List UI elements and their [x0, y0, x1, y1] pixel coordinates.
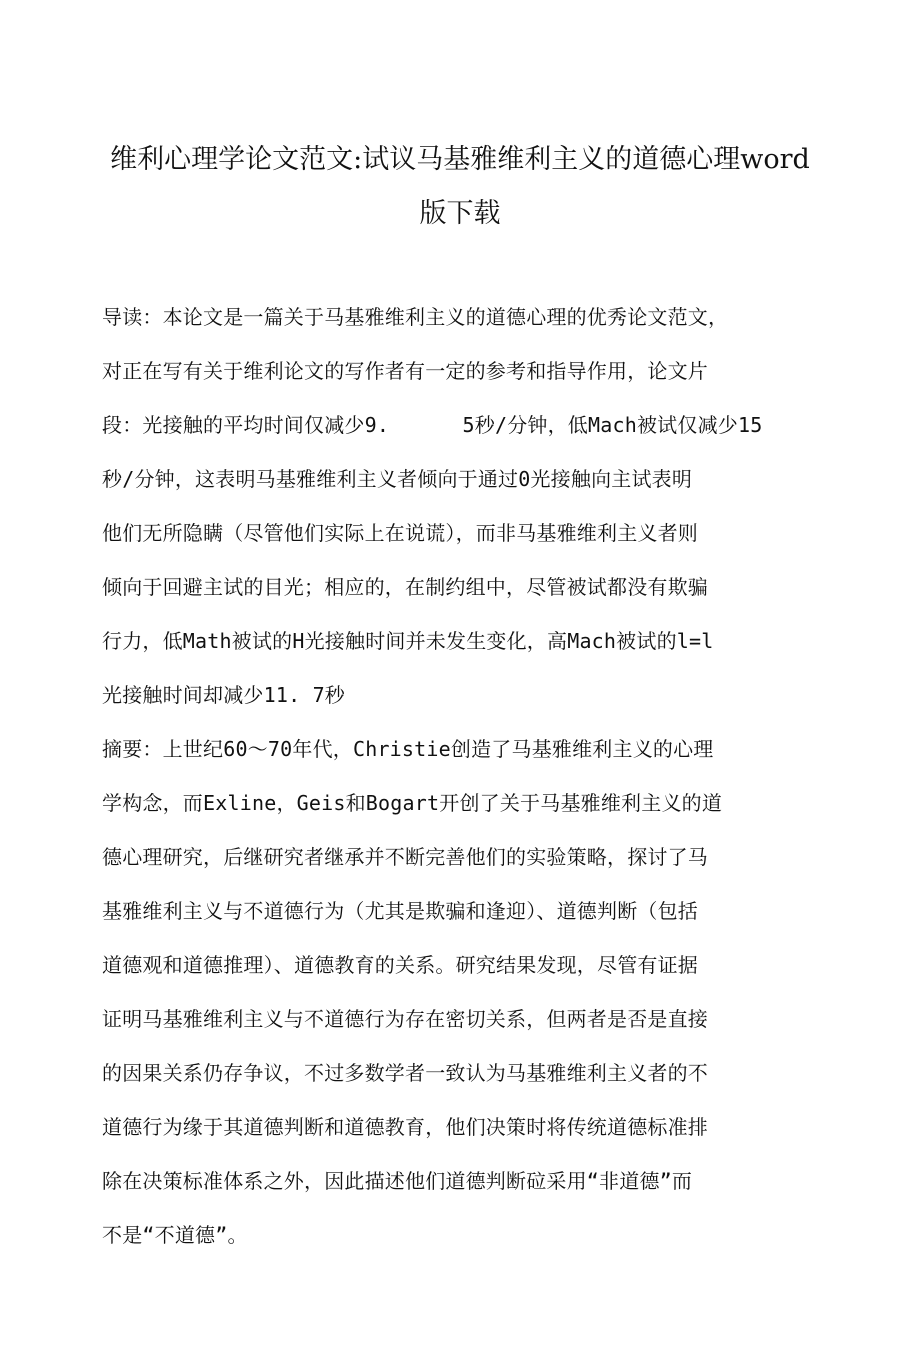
paragraph-line: 学构念，而Exline，Geis和Bogart开创了关于马基雅维利主义的道	[102, 791, 723, 815]
paragraph-line: 他们无所隐瞒（尽管他们实际上在说谎），而非马基雅维利主义者则	[102, 521, 698, 545]
paragraph-line: 道德观和道德推理）、道德教育的关系。研究结果发现，尽管有证据	[102, 953, 698, 977]
title-line-1: 维利心理学论文范文:试议马基雅维利主义的道德心理word	[110, 144, 810, 175]
paragraph-line: 导读：本论文是一篇关于马基雅维利主义的道德心理的优秀论文范文，	[102, 305, 729, 329]
paragraph-line: 段：光接触的平均时间仅减少9. 5秒/分钟，低Mach被试仅减少15	[102, 413, 763, 437]
paragraph-line: 道德行为缘于其道德判断和道德教育，他们决策时将传统道德标准排	[102, 1115, 708, 1139]
paragraph-line: 德心理研究，后继研究者继承并不断完善他们的实验策略，探讨了马	[102, 845, 708, 869]
paragraph-line: 对正在写有关于维利论文的写作者有一定的参考和指导作用，论文片	[102, 359, 708, 383]
paragraph-line: 证明马基雅维利主义与不道德行为存在密切关系，但两者是否是直接	[102, 1007, 708, 1031]
paragraph-line: 摘要：上世纪60～70年代，Christie创造了马基雅维利主义的心理	[102, 737, 714, 761]
paragraph-line: 倾向于回避主试的目光；相应的，在制约组中，尽管被试都没有欺骗	[102, 575, 708, 599]
paragraph-line: 除在决策标准体系之外，因此描述他们道德判断砬采用“非道德”而	[102, 1169, 693, 1193]
paragraph-line: 的因果关系仍存争议，不过多数学者一致认为马基雅维利主义者的不	[102, 1061, 708, 1085]
paragraph-line: 光接触时间却减少11. 7秒	[102, 683, 346, 707]
paragraph-line: 行力，低Math被试的H光接触时间并未发生变化，高Mach被试的l=l	[102, 629, 714, 653]
paragraph-line: 不是“不道德”。	[102, 1223, 248, 1247]
paragraph-line: 基雅维利主义与不道德行为（尤其是欺骗和逢迎）、道德判断（包括	[102, 899, 698, 923]
paragraph-line: 秒/分钟，这表明马基雅维利主义者倾向于通过0光接触向主试表明	[102, 467, 693, 491]
title-line-2: 版下载	[419, 198, 501, 229]
